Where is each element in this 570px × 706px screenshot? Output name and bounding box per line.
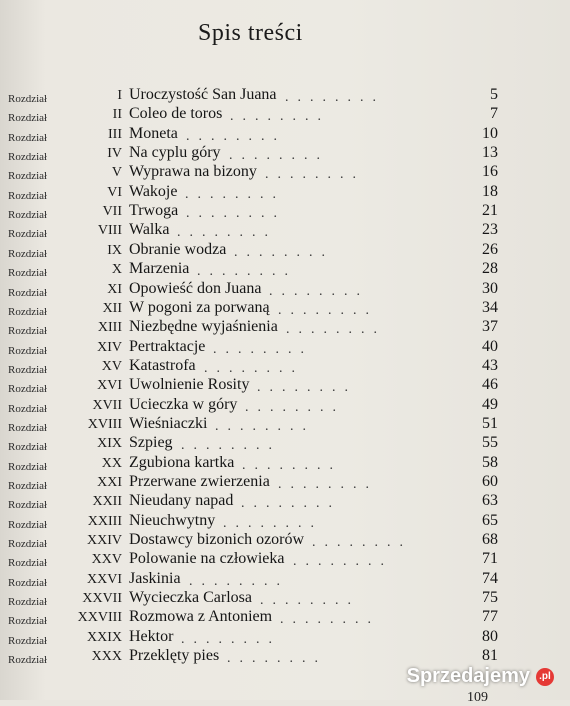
chapter-page: 51: [482, 414, 498, 432]
watermark-badge: .pl: [536, 668, 554, 686]
chapter-page: 43: [482, 356, 498, 374]
toc-row: [0, 396, 570, 416]
toc-row: [0, 105, 570, 125]
chapter-label: Rozdział: [8, 499, 48, 512]
chapter-page: 49: [482, 395, 498, 413]
watermark-text: Sprzedajemy: [406, 665, 530, 687]
chapter-title: Niezbędne wyjaśnienia: [129, 318, 278, 336]
chapter-number: XIX: [97, 436, 122, 452]
toc-row: [0, 628, 570, 648]
chapter-page: 30: [482, 279, 498, 297]
dot-leader: ........: [229, 148, 329, 164]
chapter-title: Obranie wodza: [129, 240, 227, 258]
chapter-label: Rozdział: [8, 228, 48, 241]
dot-leader: ........: [280, 612, 380, 628]
dot-leader: ........: [257, 380, 357, 396]
chapter-page: 60: [482, 473, 498, 490]
chapter-label: Rozdział: [8, 344, 48, 357]
chapter-title: Przerwane zwierzenia: [129, 473, 270, 490]
chapter-label: Rozdział: [8, 441, 48, 454]
chapter-title: Wieśniaczki: [129, 414, 208, 432]
dot-leader: ........: [293, 554, 393, 570]
dot-leader: ........: [204, 360, 304, 376]
toc-row: [0, 357, 570, 377]
dot-leader: ........: [285, 90, 385, 105]
toc-row: [0, 492, 570, 512]
chapter-number: IX: [107, 242, 122, 258]
chapter-title: Ucieczka w góry: [129, 395, 238, 413]
toc-row: [0, 512, 570, 532]
toc-row: [0, 454, 570, 474]
toc-row: [0, 338, 570, 358]
chapter-title: Zgubiona kartka: [129, 453, 235, 471]
chapter-number: II: [112, 107, 122, 123]
toc-row: [0, 221, 570, 241]
dot-leader: ........: [269, 283, 369, 299]
dot-leader: ........: [227, 651, 327, 667]
chapter-page: 65: [482, 511, 498, 529]
dot-leader: ........: [186, 128, 286, 144]
chapter-number: IV: [107, 146, 122, 162]
dot-leader: ........: [186, 206, 286, 222]
chapter-title: Na cyplu góry: [129, 144, 221, 162]
chapter-number: XII: [102, 300, 122, 316]
chapter-number: VIII: [97, 223, 122, 239]
chapter-number: XIV: [97, 339, 122, 355]
chapter-title: Nieudany napad: [129, 492, 234, 510]
chapter-number: XXX: [91, 649, 122, 665]
chapter-number: XX: [101, 455, 122, 471]
chapter-page: 55: [482, 434, 498, 452]
chapter-number: III: [108, 126, 122, 142]
chapter-page: 7: [490, 105, 498, 123]
chapter-label: Rozdział: [8, 538, 48, 551]
chapter-title: Coleo de toros: [129, 105, 223, 123]
chapter-label: Rozdział: [8, 557, 48, 570]
chapter-page: 81: [482, 647, 498, 665]
chapter-title: Polowanie na człowieka: [129, 550, 285, 568]
toc-row: [0, 415, 570, 435]
chapter-page: 34: [482, 298, 498, 316]
chapter-page: 18: [482, 182, 498, 200]
chapter-number: XI: [107, 281, 122, 297]
chapter-title: Przeklęty pies: [129, 647, 220, 665]
dot-leader: ........: [181, 438, 281, 454]
dot-leader: ........: [230, 109, 330, 125]
toc-row: [0, 473, 570, 493]
chapter-label: Rozdział: [8, 131, 48, 144]
chapter-label: Rozdział: [8, 325, 48, 338]
chapter-label: Rozdział: [8, 286, 48, 299]
footer-page-number: 109: [467, 690, 488, 705]
chapter-label: Rozdział: [8, 596, 48, 609]
chapter-page: 26: [482, 240, 498, 258]
toc-row: [0, 125, 570, 145]
chapter-page: 37: [482, 318, 498, 336]
toc-row: [0, 163, 570, 183]
chapter-title: Uroczystość San Juana: [129, 86, 277, 103]
chapter-label: Rozdział: [8, 209, 48, 222]
chapter-label: Rozdział: [8, 267, 48, 280]
chapter-number: V: [111, 165, 122, 181]
chapter-label: Rozdział: [8, 305, 48, 318]
chapter-label: Rozdział: [8, 518, 48, 531]
dot-leader: ........: [177, 225, 277, 241]
chapter-title: Pertraktacje: [129, 337, 206, 355]
toc-row: [0, 608, 570, 628]
chapter-label: Rozdział: [8, 421, 48, 434]
dot-leader: ........: [245, 399, 345, 415]
chapter-number: XXVI: [87, 571, 122, 587]
chapter-page: 13: [482, 144, 498, 162]
dot-leader: ........: [278, 302, 378, 318]
chapter-page: 5: [490, 86, 498, 103]
chapter-page: 16: [482, 163, 498, 181]
chapter-number: XVI: [97, 378, 122, 394]
chapter-label: Rozdział: [8, 654, 48, 667]
chapter-number: VII: [102, 204, 122, 220]
chapter-title: Opowieść don Juana: [129, 279, 262, 297]
dot-leader: ........: [181, 631, 281, 647]
chapter-number: XIII: [97, 320, 122, 336]
chapter-page: 74: [482, 569, 498, 587]
chapter-page: 68: [482, 531, 498, 549]
toc-row: [0, 550, 570, 570]
chapter-label: Rozdział: [8, 460, 48, 473]
dot-leader: ........: [242, 457, 342, 473]
chapter-title: Rozmowa z Antoniem: [129, 608, 273, 626]
toc-row: [0, 183, 570, 203]
chapter-page: 46: [482, 376, 498, 394]
chapter-number: XXI: [97, 475, 122, 490]
chapter-label: Rozdział: [8, 151, 48, 164]
toc-row: [0, 86, 570, 106]
chapter-number: XXII: [92, 494, 122, 510]
chapter-label: Rozdział: [8, 634, 48, 647]
dot-leader: ........: [197, 264, 297, 280]
chapter-title: W pogoni za porwaną: [129, 298, 270, 316]
chapter-number: XVIII: [87, 416, 122, 432]
page-title: Spis treści: [198, 20, 303, 46]
toc-row: [0, 434, 570, 454]
chapter-title: Trwoga: [129, 202, 179, 220]
dot-leader: ........: [189, 573, 289, 589]
dot-leader: ........: [223, 515, 323, 531]
dot-leader: ........: [312, 535, 412, 551]
chapter-number: XXV: [91, 552, 122, 568]
chapter-page: 77: [482, 608, 498, 626]
dot-leader: ........: [278, 477, 378, 492]
toc-row: [0, 280, 570, 300]
chapter-number: XVII: [92, 397, 122, 413]
chapter-number: XXVIII: [77, 610, 122, 626]
chapter-number: XV: [101, 358, 122, 374]
dot-leader: ........: [286, 322, 386, 338]
chapter-number: XXIV: [87, 533, 122, 549]
chapter-page: 40: [482, 337, 498, 355]
chapter-title: Katastrofa: [129, 356, 196, 374]
chapter-label: Rozdział: [8, 363, 48, 376]
chapter-number: X: [111, 262, 122, 278]
toc-row: [0, 299, 570, 319]
dot-leader: ........: [185, 186, 285, 202]
toc-row: [0, 570, 570, 590]
chapter-page: 10: [482, 124, 498, 142]
chapter-title: Wycieczka Carlosa: [129, 589, 252, 607]
dot-leader: ........: [213, 341, 313, 357]
chapter-page: 63: [482, 492, 498, 510]
dot-leader: ........: [260, 593, 360, 609]
chapter-title: Nieuchwytny: [129, 511, 216, 529]
chapter-page: 80: [482, 627, 498, 645]
chapter-page: 71: [482, 550, 498, 568]
chapter-page: 75: [482, 589, 498, 607]
toc-row: [0, 144, 570, 164]
dot-leader: ........: [265, 167, 365, 183]
chapter-title: Wakoje: [129, 182, 178, 200]
chapter-label: Rozdział: [8, 615, 48, 628]
chapter-title: Walka: [129, 221, 170, 239]
chapter-number: VI: [107, 184, 122, 200]
toc-row: [0, 202, 570, 222]
chapter-title: Jaskinia: [129, 569, 181, 587]
dot-leader: ........: [234, 244, 334, 260]
chapter-title: Dostawcy bizonich ozorów: [129, 531, 305, 549]
chapter-title: Hektor: [129, 627, 174, 645]
toc-row: [0, 376, 570, 396]
chapter-number: I: [117, 88, 122, 103]
toc-row: [0, 589, 570, 609]
dot-leader: ........: [215, 418, 315, 434]
chapter-label: Rozdział: [8, 189, 48, 202]
toc-row: [0, 531, 570, 551]
toc-row: [0, 241, 570, 261]
chapter-label: Rozdział: [8, 112, 48, 125]
chapter-title: Moneta: [129, 124, 178, 142]
chapter-label: Rozdział: [8, 247, 48, 260]
dot-leader: ........: [241, 496, 341, 512]
chapter-title: Marzenia: [129, 260, 190, 278]
chapter-label: Rozdział: [8, 93, 48, 105]
chapter-number: XXIII: [87, 513, 122, 529]
chapter-label: Rozdział: [8, 576, 48, 589]
chapter-number: XXVII: [82, 591, 122, 607]
watermark-logo: [407, 665, 554, 688]
toc-row: [0, 318, 570, 338]
chapter-title: Wyprawa na bizony: [129, 163, 257, 181]
chapter-title: Uwolnienie Rosity: [129, 376, 250, 394]
chapter-label: Rozdział: [8, 402, 48, 415]
chapter-label: Rozdział: [8, 170, 48, 183]
chapter-title: Szpieg: [129, 434, 173, 452]
chapter-page: 28: [482, 260, 498, 278]
toc-row: [0, 260, 570, 280]
chapter-page: 21: [482, 202, 498, 220]
chapter-number: XXIX: [87, 629, 122, 645]
chapter-page: 23: [482, 221, 498, 239]
chapter-label: Rozdział: [8, 480, 48, 492]
chapter-label: Rozdział: [8, 383, 48, 396]
chapter-page: 58: [482, 453, 498, 471]
